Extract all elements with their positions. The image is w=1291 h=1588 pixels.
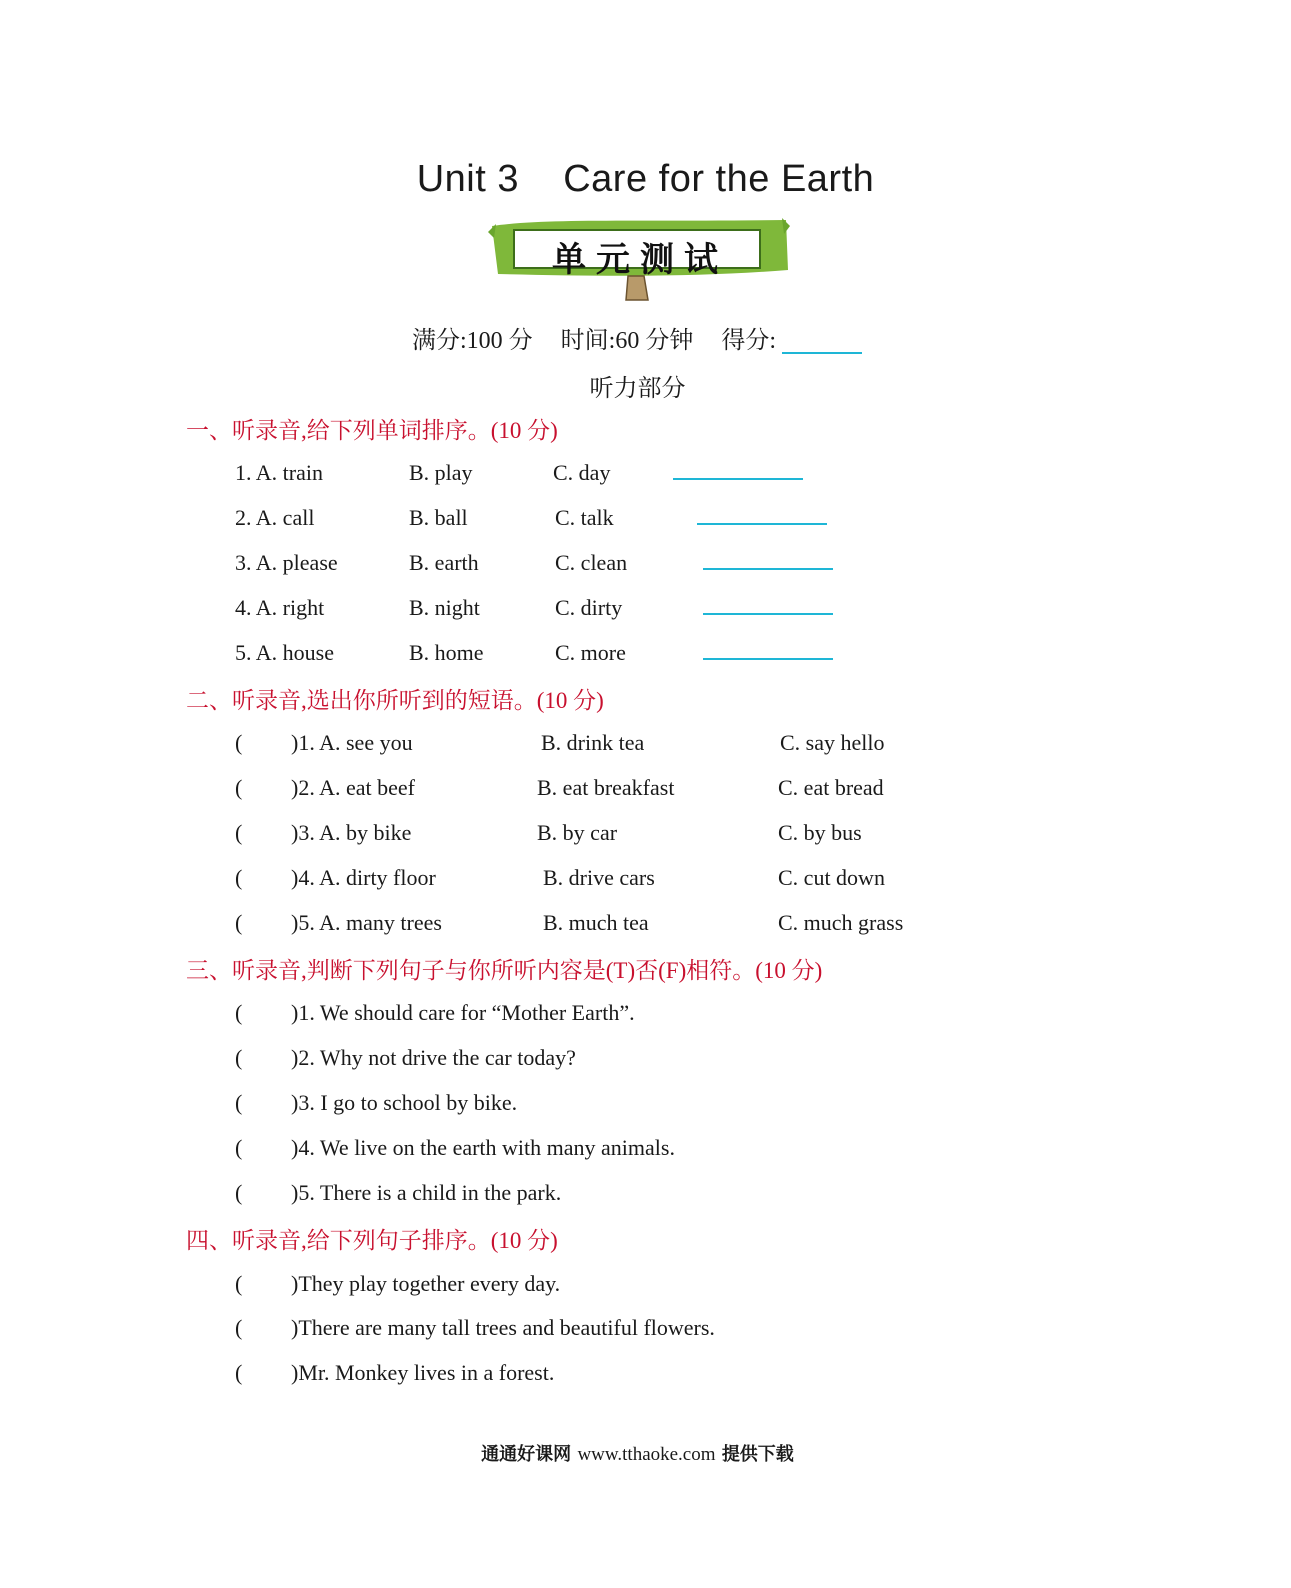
option-b: B. drink tea [541, 730, 645, 755]
sentence: )5. There is a child in the park. [291, 1180, 562, 1205]
answer-paren[interactable]: ( [235, 865, 243, 890]
option-b: B. drive cars [543, 865, 655, 890]
option-a: )3. A. by bike [291, 820, 412, 845]
time-limit: 时间:60 分钟 [560, 328, 694, 354]
full-score: 满分:100 分 [412, 328, 533, 354]
answer-paren[interactable]: ( [235, 1271, 243, 1296]
sentence: )They play together every day. [291, 1271, 561, 1296]
option-b: B. much tea [543, 910, 649, 935]
option-c: C. clean [555, 550, 628, 575]
option-c: C. cut down [778, 865, 885, 890]
option-b: B. night [409, 595, 480, 620]
option-a: )5. A. many trees [291, 910, 442, 935]
answer-paren[interactable]: ( [235, 1180, 243, 1205]
option-a: 1. A. train [235, 460, 323, 485]
part-title: 听力部分 [589, 376, 686, 402]
option-c: C. eat bread [778, 775, 884, 800]
section-3-title: 三、听录音,判断下列句子与你所听内容是(T)否(F)相符。(10 分) [186, 958, 823, 983]
answer-blank[interactable] [703, 658, 833, 660]
sentence: )3. I go to school by bike. [291, 1090, 518, 1115]
score-label: 得分: [721, 328, 777, 354]
footer-download-text: 提供下载 [721, 1444, 794, 1465]
score-blank[interactable] [782, 330, 862, 354]
answer-paren[interactable]: ( [235, 910, 243, 935]
option-a: )4. A. dirty floor [291, 865, 436, 890]
option-c: C. much grass [778, 910, 904, 935]
footer-site-name: 通通好课网 [481, 1444, 572, 1465]
page-title: Unit 3 Care for the Earth [416, 158, 875, 200]
option-a: )2. A. eat beef [291, 775, 415, 800]
answer-paren[interactable]: ( [235, 1360, 243, 1385]
sentence: )1. We should care for “Mother Earth”. [291, 1000, 635, 1025]
score-line [412, 320, 884, 355]
option-a: )1. A. see you [291, 730, 413, 755]
option-c: C. dirty [555, 595, 623, 620]
section-2-title: 二、听录音,选出你所听到的短语。(10 分) [186, 688, 604, 713]
option-a: 2. A. call [235, 505, 315, 530]
option-b: B. home [409, 640, 484, 665]
option-a: 5. A. house [235, 640, 334, 665]
answer-paren[interactable]: ( [235, 1090, 243, 1115]
option-a: 3. A. please [235, 550, 338, 575]
answer-paren[interactable]: ( [235, 1000, 243, 1025]
answer-blank[interactable] [673, 478, 803, 480]
option-b: B. earth [409, 550, 479, 575]
answer-blank[interactable] [703, 568, 833, 570]
option-b: B. play [409, 460, 473, 485]
option-b: B. by car [537, 820, 618, 845]
answer-paren[interactable]: ( [235, 820, 243, 845]
option-c: C. day [553, 460, 611, 485]
sentence: )There are many tall trees and beautiful flowers. [291, 1315, 715, 1340]
sentence: )2. Why not drive the car today? [291, 1045, 576, 1070]
footer-url[interactable]: www.tthaoke.com [577, 1444, 716, 1465]
option-b: B. ball [409, 505, 468, 530]
answer-blank[interactable] [697, 523, 827, 525]
sentence: )4. We live on the earth with many animals. [291, 1135, 675, 1160]
footer [0, 1440, 1275, 1466]
answer-paren[interactable]: ( [235, 730, 243, 755]
section-4-title: 四、听录音,给下列句子排序。(10 分) [186, 1228, 558, 1253]
option-c: C. say hello [780, 730, 885, 755]
option-c: C. more [555, 640, 626, 665]
answer-paren[interactable]: ( [235, 1315, 243, 1340]
answer-paren[interactable]: ( [235, 1135, 243, 1160]
answer-blank[interactable] [703, 613, 833, 615]
answer-paren[interactable]: ( [235, 775, 243, 800]
option-c: C. talk [555, 505, 614, 530]
option-a: 4. A. right [235, 595, 325, 620]
option-b: B. eat breakfast [537, 775, 675, 800]
section-1-title: 一、听录音,给下列单词排序。(10 分) [186, 418, 558, 443]
answer-paren[interactable]: ( [235, 1045, 243, 1070]
option-c: C. by bus [778, 820, 862, 845]
banner-text: 单元测试 [552, 240, 728, 280]
sentence: )Mr. Monkey lives in a forest. [291, 1360, 555, 1385]
